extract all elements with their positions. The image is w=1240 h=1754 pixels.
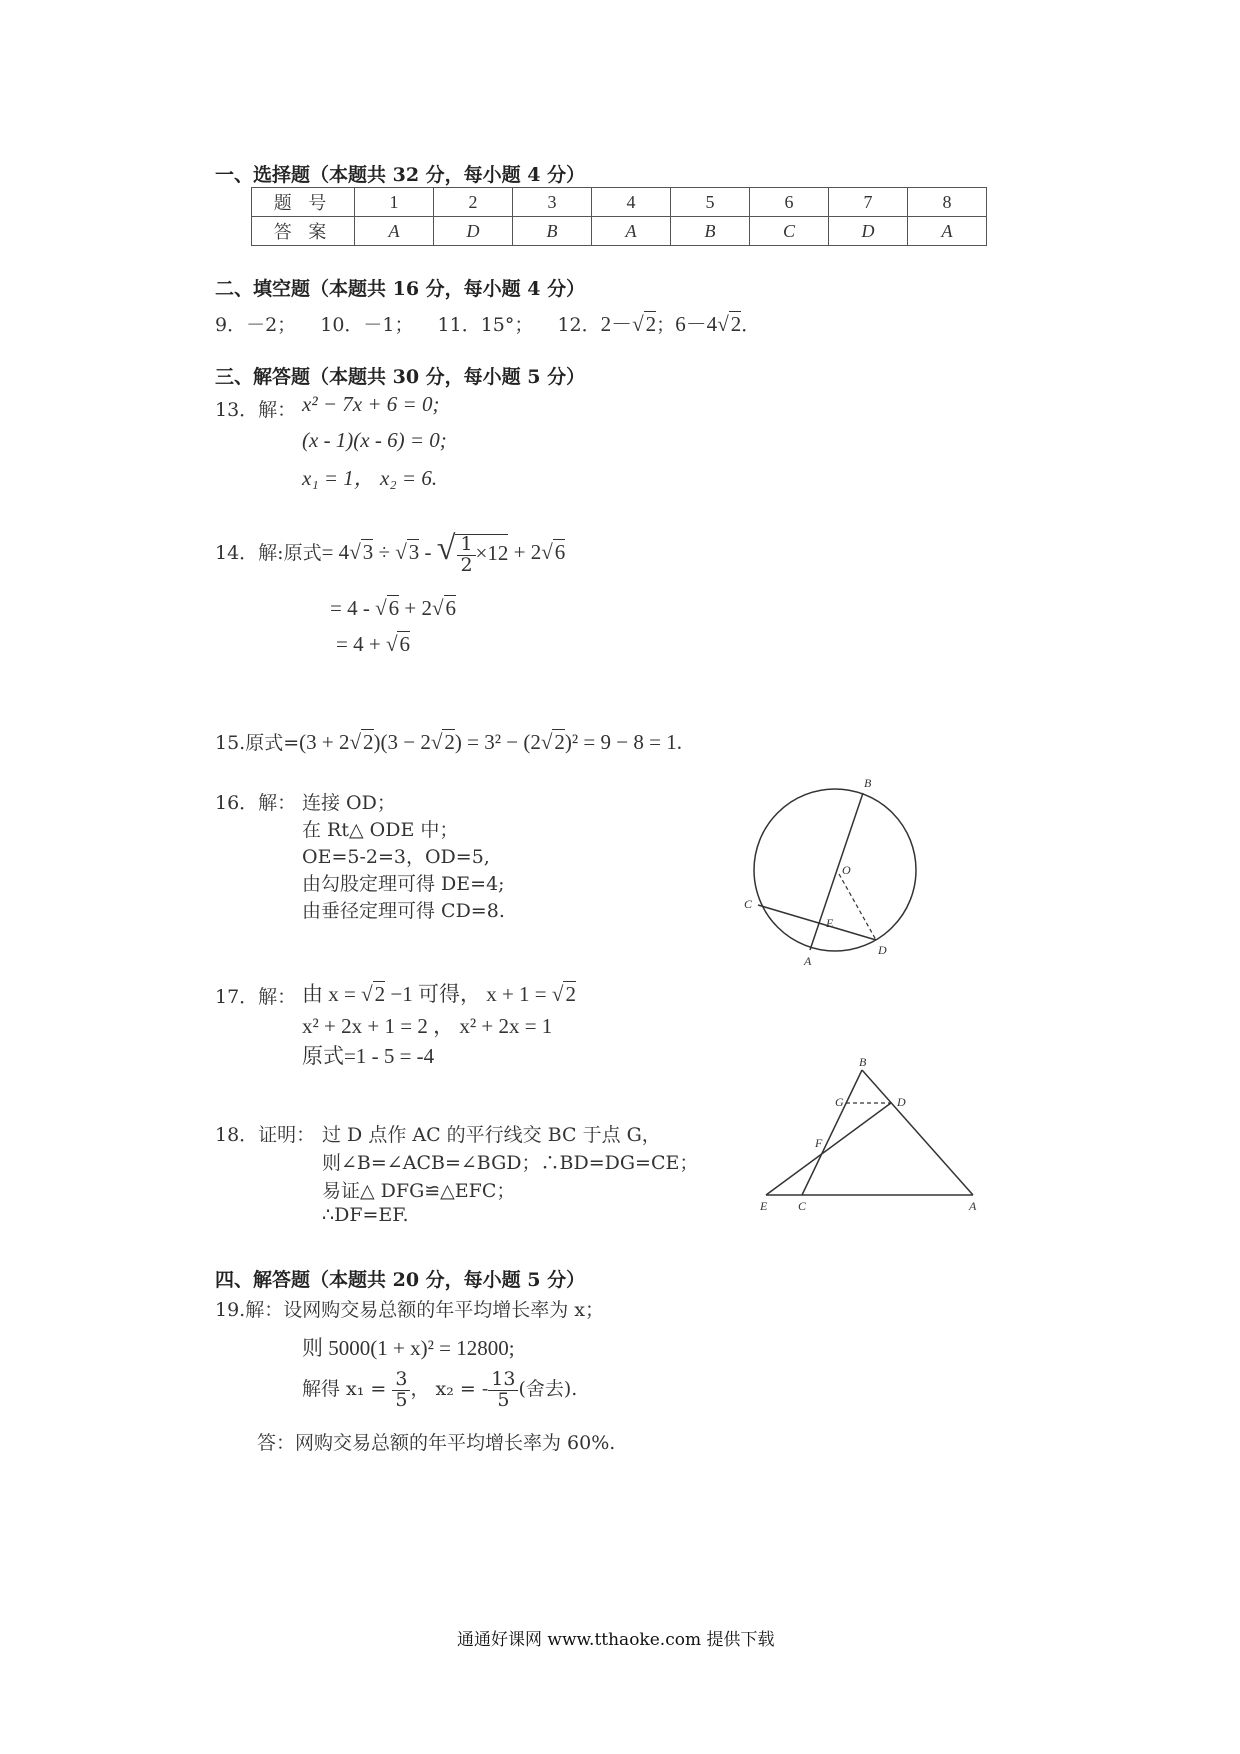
expr: + 2 bbox=[399, 596, 432, 620]
table-row bbox=[252, 217, 987, 246]
q14-line3 bbox=[336, 632, 410, 657]
point-label-c: C bbox=[744, 897, 753, 911]
row-label-number: 题 号 bbox=[252, 188, 355, 217]
table-cell: B bbox=[513, 217, 592, 246]
q15-label: 15.原式= bbox=[215, 732, 300, 754]
table-cell: 8 bbox=[908, 188, 987, 217]
numerator: 13 bbox=[488, 1370, 518, 1391]
q11-answer: 11．15°； bbox=[437, 314, 534, 336]
circle-diagram bbox=[740, 770, 940, 970]
q14-label: 14．解:原式 bbox=[215, 542, 322, 564]
radicand: 3 bbox=[408, 540, 420, 564]
table-cell: 3 bbox=[513, 188, 592, 217]
radical-sign: √ bbox=[349, 730, 362, 754]
radical-sign: √ bbox=[431, 596, 444, 620]
numerator: 3 bbox=[392, 1370, 410, 1391]
radicand: 6 bbox=[445, 596, 456, 620]
section3-title: 三、解答题（本题共 30 分，每小题 5 分） bbox=[215, 366, 586, 388]
point-label-o: O bbox=[842, 863, 851, 877]
q12-part-b: 6－4 bbox=[675, 312, 718, 336]
denominator: 2 bbox=[460, 553, 473, 576]
radical-sign: √ bbox=[375, 596, 387, 620]
expr: - bbox=[419, 540, 437, 564]
table-cell: 6 bbox=[750, 188, 829, 217]
radical-sign: √ bbox=[395, 540, 407, 564]
expr: 由 x = bbox=[302, 982, 362, 1006]
q18-label: 18．证明： bbox=[215, 1124, 316, 1146]
q16-line3: OE=5-2=3，OD=5, bbox=[302, 846, 490, 868]
q18-line2: 则∠B=∠ACB=∠BGD；∴BD=DG=CE； bbox=[322, 1152, 699, 1174]
expr: ×12 bbox=[475, 540, 509, 565]
q19-line3 bbox=[302, 1370, 577, 1411]
q18-line4: ∴DF=EF. bbox=[322, 1204, 409, 1226]
table-cell: 5 bbox=[671, 188, 750, 217]
q19-line1: 19.解：设网购交易总额的年平均增长率为 x； bbox=[215, 1299, 604, 1321]
radical-sign: √ bbox=[541, 540, 553, 564]
table-cell: D bbox=[829, 217, 908, 246]
side-bc bbox=[802, 1070, 862, 1195]
radical-sign: √ bbox=[632, 312, 644, 336]
q17-line1 bbox=[302, 978, 576, 1008]
table-cell: C bbox=[750, 217, 829, 246]
fraction bbox=[457, 532, 475, 576]
separator: ； bbox=[656, 314, 676, 336]
q19-line2: 则 5000(1 + x)² = 12800; bbox=[302, 1336, 515, 1360]
radical-sign: √ bbox=[385, 632, 398, 656]
table-row bbox=[252, 188, 987, 217]
q16-line1: 连接 OD； bbox=[302, 792, 396, 814]
expr: 解得 x₁ = bbox=[302, 1377, 393, 1400]
chord-ab bbox=[810, 793, 863, 950]
radicand: 2 bbox=[444, 730, 455, 754]
q14-line2 bbox=[330, 596, 456, 621]
table-cell: 2 bbox=[434, 188, 513, 217]
point-label-b: B bbox=[859, 1055, 867, 1069]
expr: )(3 − 2 bbox=[373, 730, 431, 754]
radicand: 2 bbox=[565, 982, 576, 1006]
radicand bbox=[455, 534, 508, 576]
q10-answer: 10．－1； bbox=[320, 314, 414, 336]
table-cell: D bbox=[434, 217, 513, 246]
denominator: 5 bbox=[395, 1388, 408, 1411]
point-label-a: A bbox=[804, 954, 812, 968]
table-cell: A bbox=[355, 217, 434, 246]
radicand: 6 bbox=[388, 596, 400, 620]
point-label-d: D bbox=[897, 1095, 906, 1109]
radicand: 2 bbox=[374, 982, 386, 1006]
expr: ) = 3² − (2 bbox=[454, 730, 541, 754]
expr: ， x₂ = - bbox=[410, 1377, 489, 1400]
q13-line3: x₁ = 1， x₂ = 6. bbox=[302, 466, 438, 490]
expr: = 4 - bbox=[330, 596, 376, 620]
numerator: 1 bbox=[457, 535, 475, 556]
radical-sign: √ bbox=[551, 982, 564, 1006]
fraction bbox=[392, 1370, 410, 1411]
radicand: 2 bbox=[730, 312, 742, 336]
expr: (舍去). bbox=[518, 1377, 578, 1400]
expr: + 2 bbox=[508, 540, 542, 564]
table-cell: A bbox=[908, 217, 987, 246]
radical-sign: √ bbox=[717, 312, 729, 336]
radicand: 2 bbox=[645, 312, 657, 336]
q16-line5: 由垂径定理可得 CD=8. bbox=[302, 900, 505, 922]
row-label-answer: 答 案 bbox=[252, 217, 355, 246]
q14-line1 bbox=[215, 530, 565, 575]
radicand: 2 bbox=[554, 730, 565, 754]
point-label-d: D bbox=[878, 943, 887, 957]
circle bbox=[754, 789, 916, 951]
point-label-a: A bbox=[969, 1199, 977, 1213]
expr: −1 可得， x + 1 = bbox=[385, 982, 552, 1006]
q17-label: 17．解： bbox=[215, 986, 297, 1008]
point-label-b: B bbox=[864, 776, 872, 790]
table-cell: B bbox=[671, 217, 750, 246]
radical-sign: √ bbox=[361, 982, 373, 1006]
q18-line1: 过 D 点作 AC 的平行线交 BC 于点 G， bbox=[322, 1124, 661, 1146]
period: ． bbox=[741, 314, 761, 336]
q17-line2: x² + 2x + 1 = 2 ， x² + 2x = 1 bbox=[302, 1014, 553, 1038]
radicand: 6 bbox=[399, 632, 410, 656]
denominator: 5 bbox=[497, 1388, 510, 1411]
table-cell: 4 bbox=[592, 188, 671, 217]
line-ed bbox=[766, 1103, 891, 1195]
q13-line2: (x - 1)(x - 6) = 0; bbox=[302, 428, 447, 452]
q19-answer: 答：网购交易总额的年平均增长率为 60%. bbox=[257, 1432, 616, 1454]
radical-sign: √ bbox=[540, 730, 553, 754]
expr: (3 + 2 bbox=[299, 730, 350, 754]
chord-cd bbox=[758, 905, 876, 940]
q13-label: 13．解： bbox=[215, 399, 297, 421]
q16-line4: 由勾股定理可得 DE=4; bbox=[302, 873, 505, 895]
point-label-f: F bbox=[815, 1136, 823, 1150]
answer-table bbox=[251, 187, 987, 246]
point-label-c: C bbox=[798, 1199, 807, 1213]
radical-sign: √ bbox=[349, 540, 361, 564]
radical-sign: √ bbox=[430, 730, 443, 754]
expr: )² = 9 − 8 = 1. bbox=[564, 730, 682, 754]
fraction bbox=[488, 1370, 518, 1411]
q16-line2: 在 Rt△ ODE 中； bbox=[302, 819, 459, 841]
expr: ÷ bbox=[373, 540, 396, 564]
q9-answer: 9．－2； bbox=[215, 314, 297, 336]
section1-title: 一、选择题（本题共 32 分，每小题 4 分） bbox=[215, 164, 586, 186]
point-label-e: E bbox=[826, 916, 834, 930]
point-label-e: E bbox=[760, 1199, 768, 1213]
q18-line3: 易证△ DFG≌△EFC； bbox=[322, 1180, 516, 1202]
table-cell: 7 bbox=[829, 188, 908, 217]
point-label-g: G bbox=[835, 1095, 844, 1109]
q12-label: 12． bbox=[557, 314, 601, 336]
radicand: 2 bbox=[363, 730, 374, 754]
expr: = 4 bbox=[321, 540, 350, 564]
q13-line1: x² − 7x + 6 = 0; bbox=[302, 392, 440, 416]
triangle-diagram bbox=[755, 1055, 995, 1215]
fill-answers bbox=[215, 308, 760, 338]
radical-sign: √ bbox=[436, 530, 456, 567]
q15-line bbox=[215, 728, 682, 755]
table-cell: A bbox=[592, 217, 671, 246]
table-cell: 1 bbox=[355, 188, 434, 217]
radicand: 6 bbox=[554, 540, 566, 564]
q17-line3: 原式=1 - 5 = -4 bbox=[302, 1044, 435, 1068]
q16-label: 16．解： bbox=[215, 792, 297, 814]
side-ab bbox=[862, 1070, 973, 1195]
expr: = 4 + bbox=[336, 632, 386, 656]
footer: 通通好课网 www.tthaoke.com 提供下载 bbox=[457, 1630, 775, 1650]
q12-part-a: 2－ bbox=[600, 312, 633, 336]
section4-title: 四、解答题（本题共 20 分，每小题 5 分） bbox=[215, 1269, 586, 1291]
section2-title: 二、填空题（本题共 16 分，每小题 4 分） bbox=[215, 278, 586, 300]
radicand: 3 bbox=[362, 540, 374, 564]
